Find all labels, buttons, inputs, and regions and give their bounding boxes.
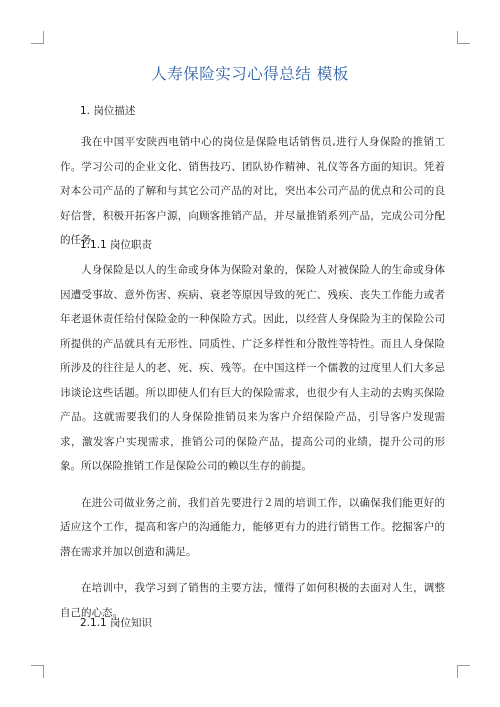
paragraph: 我在中国平安陕西电销中心的岗位是保险电话销售员,进行人身保险的推销工作。学习公司的企业文化、销售技巧、团队协作精神、礼仪等各方面的知识。凭着对本公司产品的了解和与其它公司产品的对比，突出本公司产品的优点和公司的良好信誉，积极开拓客户源，向顾客推销产品，并尽量推销系列产品，完成公司分配的任务. <box>60 136 445 246</box>
paragraph: 在培训中，我学习到了销售的主要方法，懂得了如何积极的去面对人生，调整自己的心态。 <box>60 582 445 619</box>
crop-mark-top-right <box>457 31 470 44</box>
section-heading-job-duties: 1.1.1 岗位职责 <box>80 239 153 251</box>
document-title: 人寿保险实习心得总结 模板 <box>151 65 349 83</box>
crop-mark-top-left <box>31 31 44 44</box>
section-heading-job-description: 1. 岗位描述 <box>80 105 136 117</box>
paragraph: 人身保险是以人的生命或身体为保险对象的，保险人对被保险人的生命或身体因遭受事故、意外伤害、疾病、衰老等原因导致的死亡、残疾、丧失工作能力或者年老退休责任给付保险金的一种保险方式。因此，以经营人身保险为主的保险公司所提供的产品就具有无形性、同质性、广泛多样性和分散性等特性。而且人身保险所涉及的往往是人的老、死、疾、残等。在中国这样一个儒教的过度里人们大多忌讳谈论这些话题。所以即使人们有巨大的保险需求，也很少有人主动的去购买保险产品。这就需要我们的人身保险推销员来为客户介绍保险产品，引导客户发现需求，激发客户实现需求，推销公司的保险产品，提高公司的业绩，提升公司的形象。所以保险推销工作是保险公司的赖以生存的前提。 <box>60 264 445 472</box>
crop-mark-bottom-right <box>457 665 470 678</box>
crop-mark-bottom-left <box>31 665 44 678</box>
section-body-job-duties <box>60 258 445 625</box>
section-heading-job-knowledge: 2.1.1 岗位知识 <box>80 617 153 629</box>
paragraph: 在进公司做业务之前，我们首先要进行２周的培训工作，以确保我们能更好的适应这个工作，提高和客户的沟通能力，能够更有力的进行销售工作。挖掘客户的潜在需求并加以创造和满足。 <box>60 496 445 558</box>
section-body-job-description <box>60 130 445 253</box>
